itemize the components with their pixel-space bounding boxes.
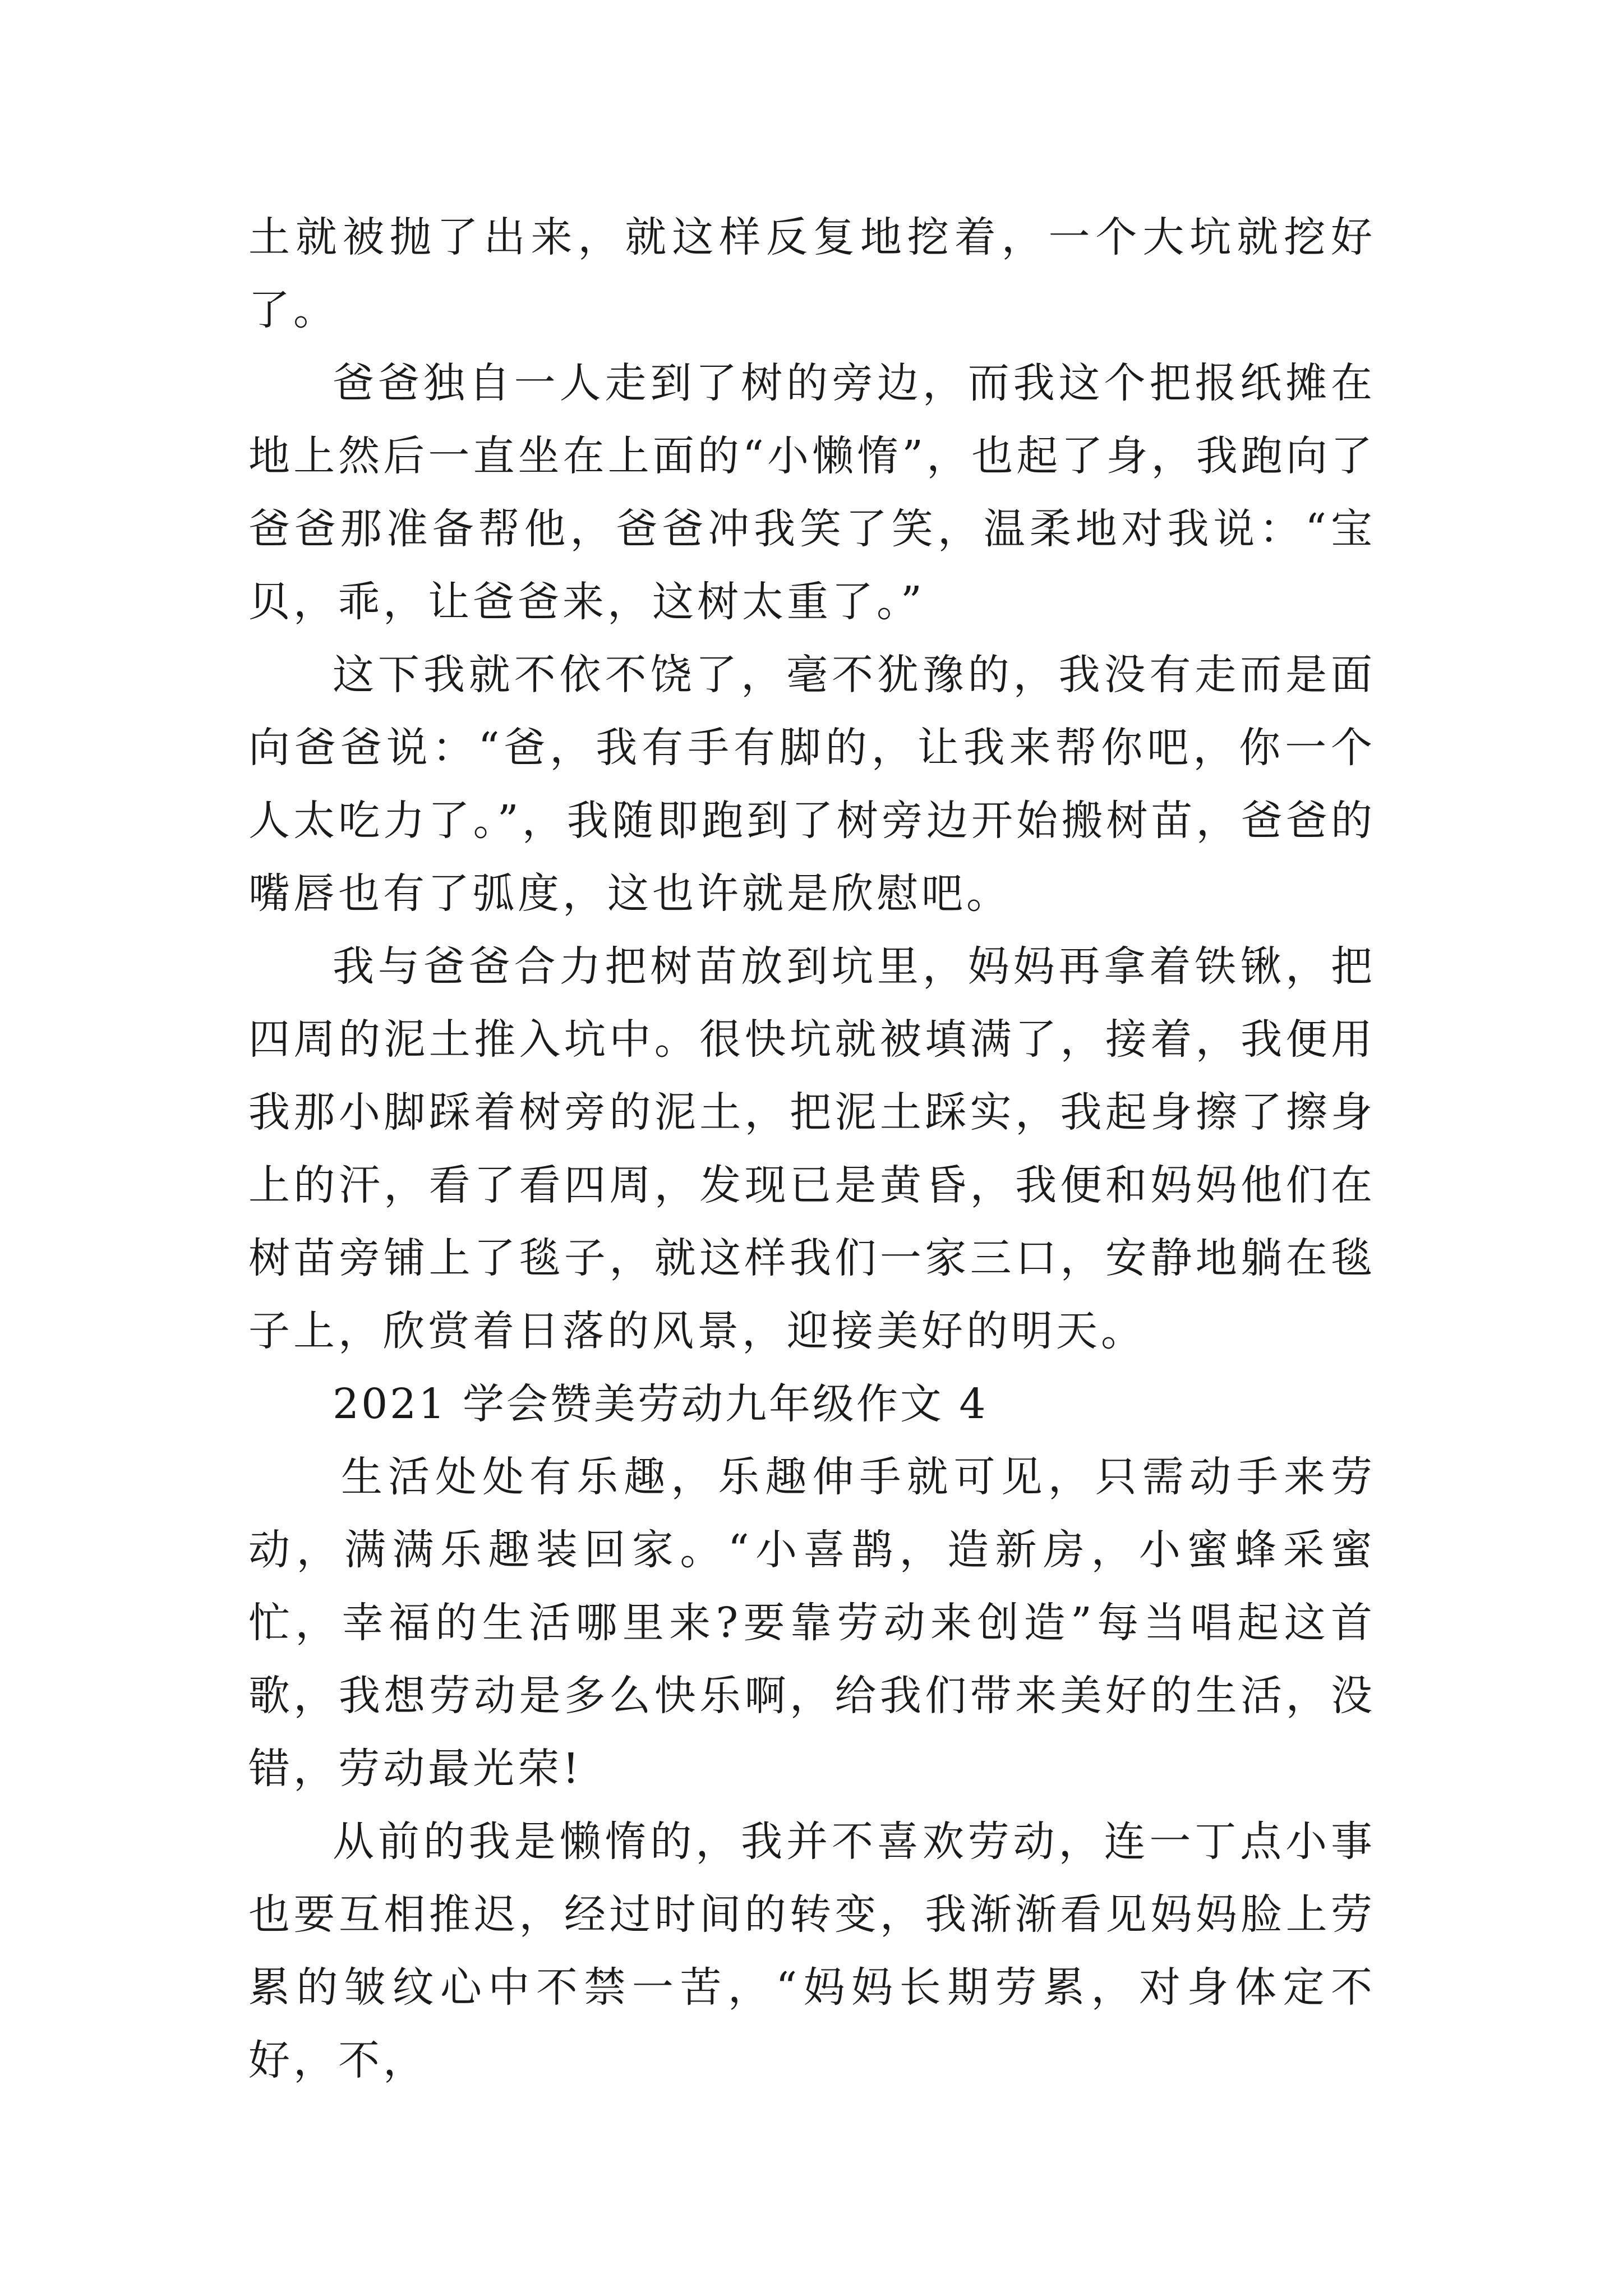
paragraph-planting-together: 我与爸爸合力把树苗放到坑里，妈妈再拿着铁锹，把四周的泥土推入坑中。很快坑就被填满了，接着，我便用我那小脚踩着树旁的泥土，把泥土踩实，我起身擦了擦身上的汗，看了看四周，发现已是黄昏，我便和妈妈他们在树苗旁铺上了毯子，就这样我们一家三口，安静地躺在毯子上，欣赏着日落的风景，迎接美好的明天。 [248,942,1376,1355]
paragraph-life-fun: 生活处处有乐趣，乐趣伸手就可见，只需动手来劳动，满满乐趣装回家。“小喜鹊，造新房，小蜜蜂采蜜忙，幸福的生活哪里来?要靠劳动来创造”每当唱起这首歌，我想劳动是多么快乐啊，给我们带来美好的生活，没错，劳动最光荣! [248,1453,1376,1793]
essay-heading: 2021 学会赞美劳动九年级作文 4 [333,1380,988,1428]
paragraph-helping-dad: 这下我就不依不饶了，毫不犹豫的，我没有走而是面向爸爸说：“爸，我有手有脚的，让我来帮你吧，你一个人太吃力了。”，我随即跑到了树旁边开始搬树苗，爸爸的嘴唇也有了弧度，这也许就是欣慰吧。 [248,651,1376,918]
document-body [248,201,1376,2097]
paragraph-continuation: 土就被抛了出来，就这样反复地挖着，一个大坑就挖好了。 [248,213,1376,334]
paragraph-dad-planting: 爸爸独自一人走到了树的旁边，而我这个把报纸摊在地上然后一直坐在上面的“小懒惰”，也起了身，我跑向了爸爸那准备帮他，爸爸冲我笑了笑，温柔地对我说：“宝贝，乖，让爸爸来，这树太重了。” [248,359,1376,626]
paragraph-formerly-lazy: 从前的我是懒惰的，我并不喜欢劳动，连一丁点小事也要互相推迟，经过时间的转变，我渐渐看见妈妈脸上劳累的皱纹心中不禁一苦，“妈妈长期劳累，对身体定不好，不， [248,1818,1376,2085]
